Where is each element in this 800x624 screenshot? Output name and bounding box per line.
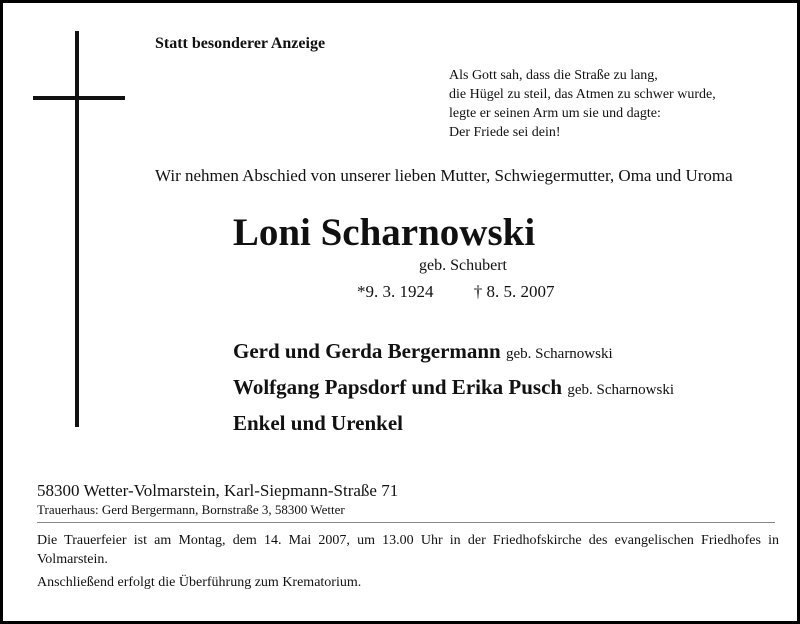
death-date: † 8. 5. 2007 bbox=[473, 282, 555, 301]
poem-line: legte er seinen Arm um sie und dagte: bbox=[449, 106, 661, 121]
family-name: Wolfgang Papsdorf und Erika Pusch bbox=[233, 375, 563, 399]
poem-line: Der Friede sei dein! bbox=[449, 125, 561, 140]
family-entry bbox=[233, 371, 674, 407]
birth-date: *9. 3. 1924 bbox=[357, 282, 434, 301]
maiden-name: geb. Schubert bbox=[419, 257, 507, 274]
life-dates bbox=[357, 282, 555, 302]
family-entry bbox=[233, 335, 674, 371]
poem-line: Als Gott sah, dass die Straße zu lang, bbox=[449, 68, 658, 83]
cross-horizontal-bar bbox=[33, 96, 125, 100]
ceremony-info: Die Trauerfeier ist am Montag, dem 14. Mai 2007, um 13.00 Uhr in der Friedhofskirche des evangelischen Friedhofes in Volmarstein. bbox=[37, 533, 779, 567]
family-list bbox=[233, 335, 674, 443]
poem-line: die Hügel zu steil, das Atmen zu schwer wurde, bbox=[449, 87, 716, 102]
notice-header: Statt besonderer Anzeige bbox=[155, 35, 326, 52]
family-entry bbox=[233, 407, 674, 443]
transfer-info: Anschließend erfolgt die Überführung zum Krematorium. bbox=[37, 575, 362, 590]
divider bbox=[37, 522, 775, 523]
family-name: Gerd und Gerda Bergermann bbox=[233, 339, 501, 363]
address: 58300 Wetter-Volmarstein, Karl-Siepmann-Straße 71 bbox=[37, 481, 399, 500]
mourning-house: Trauerhaus: Gerd Bergermann, Bornstraße 3, 58300 Wetter bbox=[37, 502, 345, 517]
family-note: geb. Scharnowski bbox=[567, 382, 674, 398]
poem bbox=[449, 66, 716, 142]
family-note: geb. Scharnowski bbox=[506, 346, 613, 362]
intro-text: Wir nehmen Abschied von unserer lieben Mutter, Schwiegermutter, Oma und Uroma bbox=[155, 166, 733, 185]
family-name: Enkel und Urenkel bbox=[233, 411, 403, 435]
deceased-name: Loni Scharnowski bbox=[232, 211, 536, 254]
